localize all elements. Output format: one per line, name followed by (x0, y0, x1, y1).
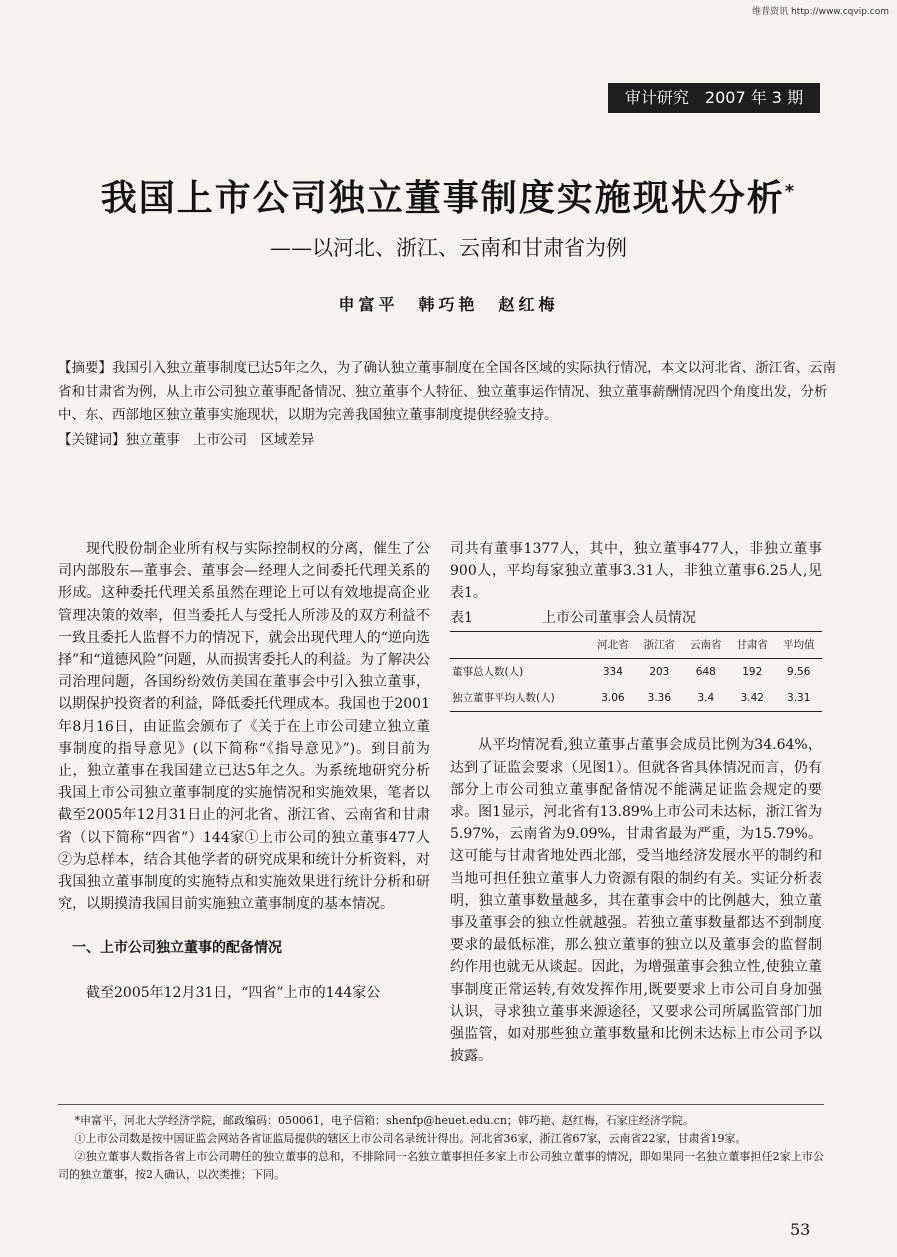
keywords-text: 独立董事 上市公司 区域差异 (125, 431, 315, 448)
right-column (450, 538, 822, 1067)
analysis-paragraph: 从平均情况看,独立董事占董事会成员比例为34.64%，达到了证监会要求（见图1）。但就各省具体情况而言，仍有部分上市公司独立董事配备情况不能满足证监会规定的要求。图1显示，河北省有13.89%上市公司未达标，浙江省为5.97%，云南省为9.09%，甘肃省最为严重，为15.79%。这可能与甘肃省地处西北部，受当地经济发展水平的制约和当地可担任独立董事人力资源有限的制约有关。实证分析表明，独立董事数量越多，其在董事会中的比例越大，独立董事及董事会的独立性就越强。若独立董事数量都达不到制度要求的最低标准，那么独立董事的独立以及董事会的监督制约作用也就无从谈起。因此，为增强董事会独立性,使独立董事制度正常运转,有效发挥作用,既要要求上市公司自身加强认识，寻求独立董事来源途径，又要求公司所属监管部门加强监管，如对那些独立董事数量和比例未达标上市公司予以披露。 (450, 737, 822, 1065)
table-cell: 192 (742, 666, 763, 679)
author-footnote: *申富平，河北大学经济学院，邮政编码：050061，电子信箱：shenfp@heuet.edu.cn；韩巧艳、赵红梅，石家庄经济学院。 (74, 1114, 694, 1127)
table1-header-row (450, 631, 822, 658)
intro-paragraph: 现代股份制企业所有权与实际控制权的分离，催生了公司内部股东—董事会、董事会—经理人之间委托代理关系的形成。这种委托代理关系虽然在理论上可以有效地提高企业管理决策的效率，但当委托人与受托人所涉及的双方利益不一致且委托人监督不力的情况下，就会出现代理人的“逆向选择”和“道德风险”问题，从而损害委托人的利益。为了解决公司治理问题，各国纷纷效仿美国在董事会中引入独立董事，以期保护投资者的利益，降低委托代理成本。我国也于2001年8月16日，由证监会颁布了《关于在上市公司建立独立董事制度的指导意见》(以下简称“《指导意见》”)。到目前为止，独立董事在我国建立已达5年之久。为系统地研究分析我国上市公司独立董事制度的实施情况和实施效果，笔者以截至2005年12月31日止的河北省、浙江省、云南省和甘肃省（以下简称“四省”）144家①上市公司的独立董事477人②为总样本，结合其他学者的研究成果和统计分析资料，对我国独立董事制度的实施特点和实施效果进行统计分析和研究，以期摸清我国目前实施独立董事制度的基本情况。 (58, 541, 430, 913)
section1-paragraph: 截至2005年12月31日，“四省”上市的144家公 (86, 984, 381, 1001)
left-column (58, 538, 430, 1004)
paper-title (0, 170, 897, 221)
table-row-label: 董事总人数(人) (452, 666, 524, 679)
table1-header: 河北省 (597, 638, 629, 651)
footnote-divider (58, 1104, 824, 1105)
keywords-label: 【关键词】 (58, 431, 126, 448)
footnote-1: ①上市公司数是按中国证监会网站各省证监局提供的辖区上市公司名录统计得出。河北省36家，浙江省67家，云南省22家，甘肃省19家。 (74, 1132, 747, 1145)
table1 (450, 631, 822, 713)
table-cell: 3.36 (647, 692, 672, 705)
table-row (450, 685, 822, 712)
title-footnote-mark: * (784, 181, 797, 202)
continued-paragraph: 司共有董事1377人，其中，独立董事477人，非独立董事900人，平均每家独立董事3.31人，非独立董事6.25人,见表1。 (450, 541, 822, 602)
keywords (58, 429, 838, 453)
table1-caption (450, 607, 822, 629)
abstract (58, 357, 838, 452)
table1-header (450, 631, 590, 658)
table-cell: 3.31 (787, 692, 811, 705)
table-cell: 3.06 (601, 692, 625, 705)
table1-header: 甘肃省 (736, 638, 768, 651)
table-cell: 334 (602, 666, 623, 679)
page-number: 53 (790, 1220, 811, 1239)
footnote-2: ②独立董事人数指各省上市公司聘任的独立董事的总和，不排除同一名独立董事担任多家上市公司独立董事的情况，即如果同一名独立董事担任2家上市公司的独立董事，按2人确认，以次类推；下同。 (58, 1150, 824, 1181)
watermark: 维普资讯 http://www.cqvip.com (752, 7, 889, 17)
table-row-label: 独立董事平均人数(人) (452, 692, 555, 705)
table1-header: 云南省 (690, 638, 722, 651)
authors: 申富平 韩巧艳 赵红梅 (338, 295, 559, 314)
section-heading-1: 一、上市公司独立董事的配备情况 (72, 940, 282, 957)
abstract-text: 我国引入独立董事制度已达5年之久，为了确认独立董事制度在全国各区域的实际执行情况，本文以河北省、浙江省、云南省和甘肃省为例，从上市公司独立董事配备情况、独立董事个人特征、独立董事运作情况、独立董事薪酬情况四个角度出发，分析中、东、西部地区独立董事实施现状，以期为完善我国独立董事制度提供经验支持。 (58, 360, 837, 423)
title-text: 我国上市公司独立董事制度实施现状分析 (100, 178, 785, 219)
table1-number: 表1 (450, 609, 473, 626)
table1-title: 上市公司董事会人员情况 (542, 609, 696, 626)
paper-subtitle: ——以河北、浙江、云南和甘肃省为例 (270, 236, 627, 260)
table-cell: 203 (649, 666, 670, 679)
abstract-body (58, 357, 838, 428)
table-cell: 3.42 (740, 692, 764, 705)
table1-header: 浙江省 (643, 638, 676, 651)
table-cell: 3.4 (697, 692, 715, 705)
footnotes (58, 1112, 824, 1184)
abstract-label: 【摘要】 (58, 360, 112, 376)
journal-banner: 审计研究 2007 年 3 期 (608, 83, 820, 113)
table-cell: 648 (695, 666, 716, 679)
table1-header: 平均值 (782, 638, 815, 651)
table-cell: 9.56 (787, 666, 811, 679)
table-row (450, 659, 822, 686)
